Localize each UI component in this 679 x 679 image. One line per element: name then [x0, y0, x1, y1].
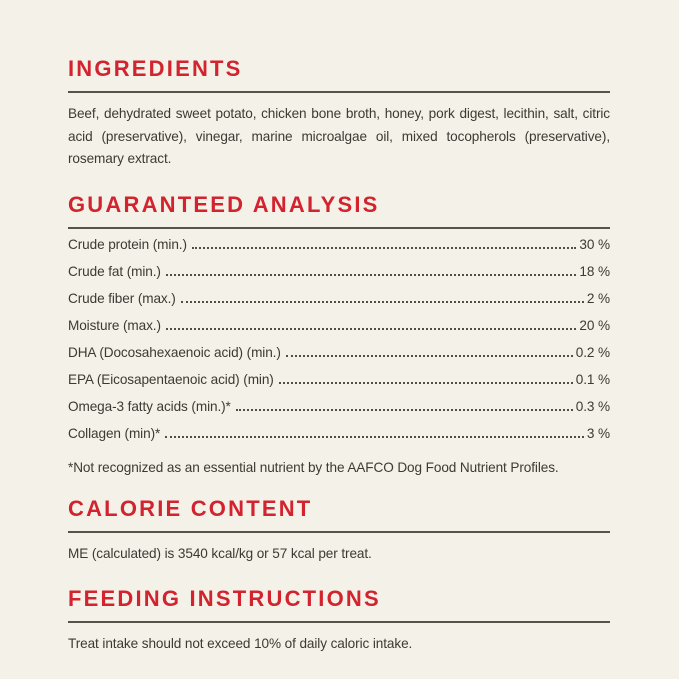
guaranteed-analysis-rule: [68, 227, 610, 229]
feeding-instructions-body: Treat intake should not exceed 10% of daily caloric intake.: [68, 636, 413, 651]
calorie-content-title: CALORIE CONTENT: [68, 495, 313, 521]
nutrient-value: 20 %: [579, 317, 610, 333]
dot-leader: [165, 436, 584, 438]
nutrient-label: Moisture (max.): [68, 317, 161, 333]
ingredients-body: Beef, dehydrated sweet potato, chicken bone broth, honey, pork digest, lecithin, salt, citric acid (preservative), vinegar, marine microalgae oil, mixed tocopherols (preservative), rosemary extract.: [68, 106, 610, 166]
ingredients-rule: [68, 91, 610, 93]
nutrient-label: Crude protein (min.): [68, 236, 187, 252]
guaranteed-analysis-title: GUARANTEED ANALYSIS: [68, 191, 380, 217]
section-feeding-instructions: [68, 588, 610, 656]
table-row: [68, 426, 610, 453]
dot-leader: [181, 301, 584, 303]
dot-leader: [279, 382, 573, 384]
dot-leader: [236, 409, 573, 411]
nutrient-label: DHA (Docosahexaenoic acid) (min.): [68, 344, 281, 360]
dot-leader: [166, 274, 577, 276]
nutrient-value: 0.2 %: [575, 344, 610, 360]
ingredients-title: INGREDIENTS: [68, 56, 243, 81]
nutrient-value: 3 %: [586, 425, 610, 441]
analysis-table: [68, 237, 610, 453]
feeding-instructions-rule: [68, 621, 610, 623]
feeding-instructions-title: FEEDING INSTRUCTIONS: [68, 586, 381, 611]
dot-leader: [192, 247, 577, 249]
table-row: [68, 372, 610, 399]
table-row: [68, 291, 610, 318]
dot-leader: [286, 355, 573, 357]
table-row: [68, 264, 610, 291]
calorie-content-body: ME (calculated) is 3540 kcal/kg or 57 kcal per treat.: [68, 545, 372, 561]
table-row: [68, 237, 610, 264]
table-row: [68, 399, 610, 426]
nutrient-value: 2 %: [586, 290, 610, 306]
nutrient-label: Collagen (min)*: [68, 425, 161, 441]
nutrient-value: 0.1 %: [575, 371, 610, 387]
section-ingredients: [68, 58, 610, 171]
dot-leader: [166, 328, 576, 330]
nutrient-value: 18 %: [579, 263, 610, 279]
nutrient-label: Omega-3 fatty acids (min.)*: [68, 398, 231, 414]
nutrient-label: Crude fiber (max.): [68, 290, 176, 306]
nutrient-label: EPA (Eicosapentaenoic acid) (min): [68, 371, 274, 387]
nutrient-value: 30 %: [579, 236, 610, 252]
nutrient-label: Crude fat (min.): [68, 263, 161, 279]
aafco-footnote: *Not recognized as an essential nutrient by the AAFCO Dog Food Nutrient Profiles.: [68, 459, 559, 475]
section-calorie-content: [68, 495, 610, 566]
section-guaranteed-analysis: [68, 191, 610, 475]
nutrient-value: 0.3 %: [575, 398, 610, 414]
table-row: [68, 318, 610, 345]
calorie-content-rule: [68, 531, 610, 533]
table-row: [68, 345, 610, 372]
